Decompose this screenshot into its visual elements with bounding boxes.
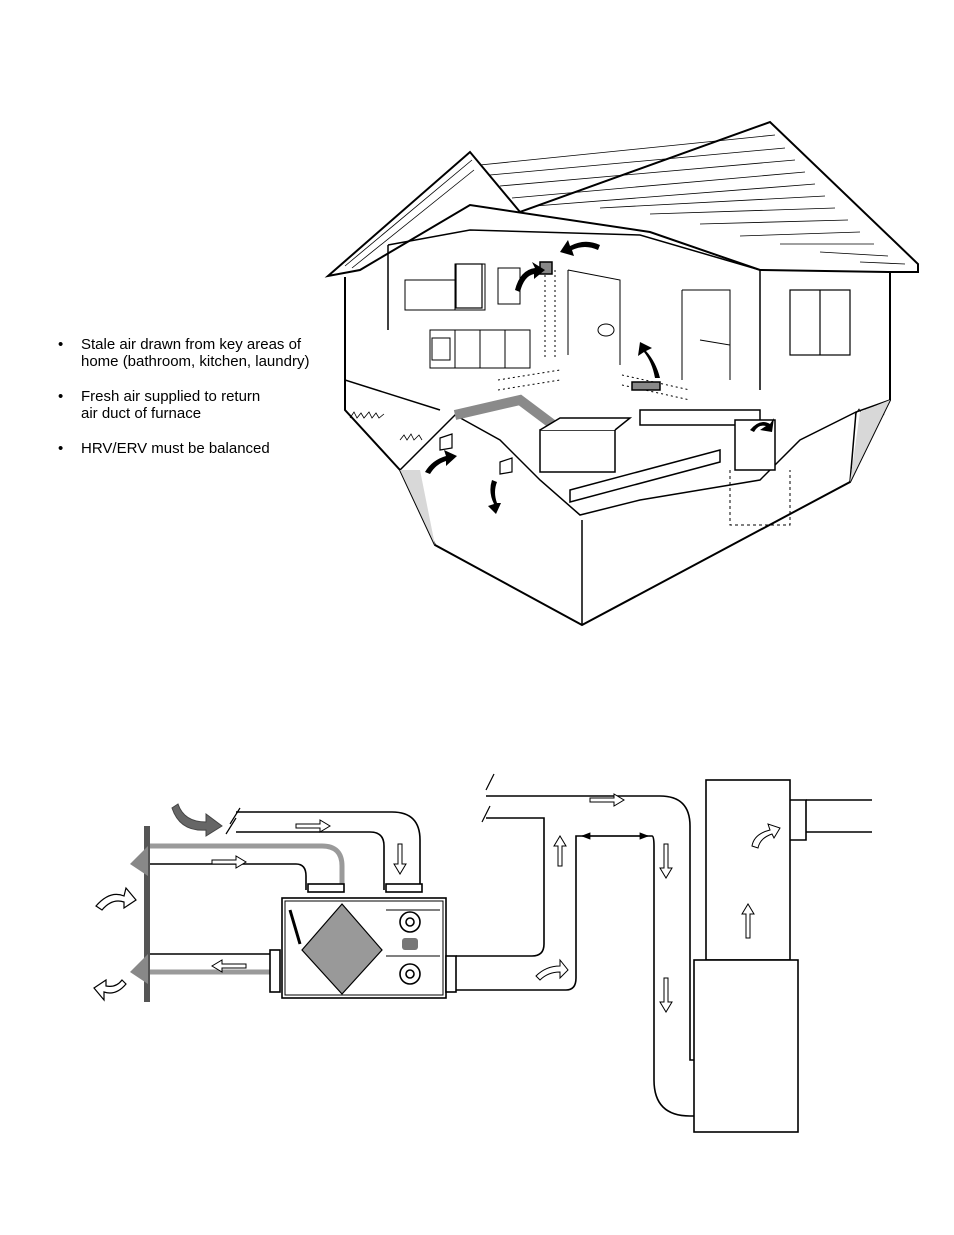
bullet-text-line: home (bathroom, kitchen, laundry) (81, 353, 310, 370)
basement-ductwork (455, 262, 790, 525)
stale-air-inlet-arrow (172, 804, 222, 836)
hrv-unit (282, 898, 456, 998)
bullet-text-line: air duct of furnace (81, 405, 202, 422)
kitchen-cabinets (405, 264, 530, 368)
furnace (694, 780, 872, 1132)
bullet-text-line: Stale air drawn from key areas of (81, 336, 302, 353)
roof (328, 122, 918, 276)
exterior-wall (130, 826, 150, 1002)
duct (456, 774, 694, 1116)
hrv-furnace-schematic (0, 760, 954, 1140)
bedroom-doorway (682, 290, 730, 380)
bullet-dot: • (58, 440, 64, 457)
bathroom-doorway (568, 270, 620, 365)
window (456, 264, 850, 355)
bullet-dot: • (58, 336, 64, 353)
airflow-arrow (425, 240, 774, 514)
bullet-dot: • (58, 388, 64, 405)
bullet-text-line: Fresh air supplied to return (81, 388, 261, 405)
bullet-text-line: HRV/ERV must be balanced (81, 440, 270, 457)
outdoor-air-arrow (94, 888, 136, 1000)
